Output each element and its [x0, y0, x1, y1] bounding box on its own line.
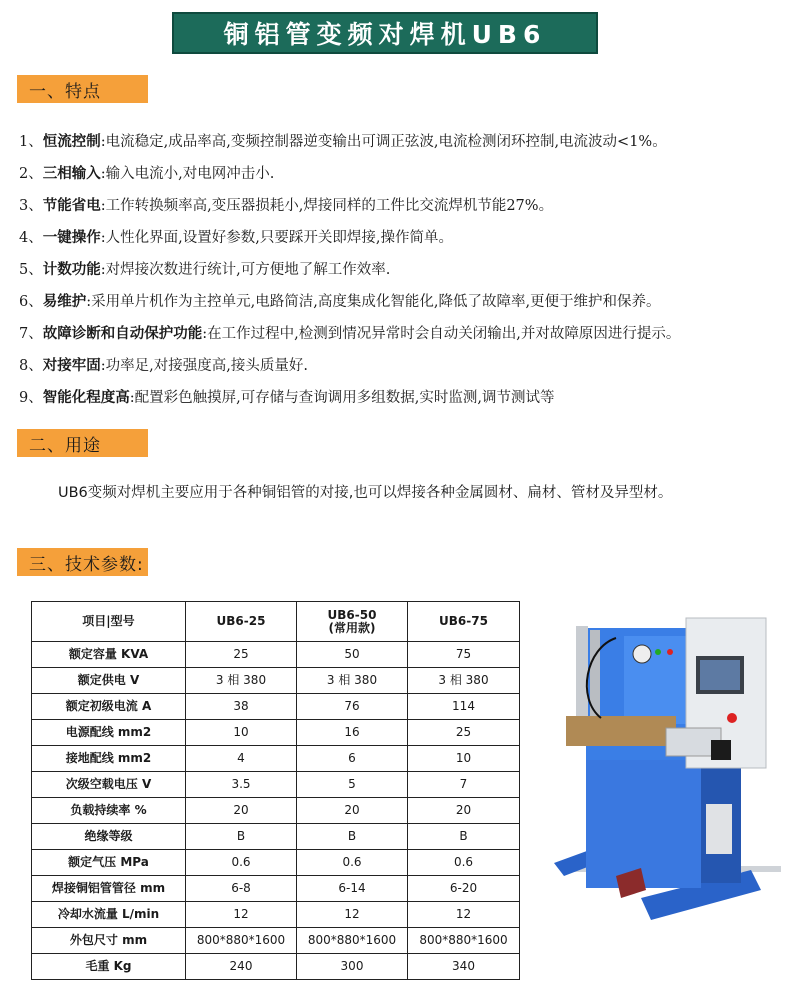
param-value-cell: 6-8	[186, 876, 297, 902]
param-value-cell: 800*880*1600	[408, 928, 520, 954]
air-regulator	[706, 804, 732, 854]
feature-key: 节能省电	[42, 198, 101, 214]
table-row	[32, 694, 520, 720]
param-value-cell: 240	[186, 954, 297, 980]
section-heading-specs: 三、技术参数:	[17, 548, 148, 576]
header-cell	[297, 602, 408, 642]
param-name-cell: 冷却水流量 L/min	[32, 902, 186, 928]
param-name-cell: 负载持续率 %	[32, 798, 186, 824]
param-value-cell: 0.6	[297, 850, 408, 876]
spec-table	[31, 601, 520, 980]
feature-key: 计数功能	[42, 262, 101, 278]
param-value-cell: 75	[408, 642, 520, 668]
header-cell: UB6-75	[408, 602, 520, 642]
param-value-cell: 0.6	[186, 850, 297, 876]
section-heading-features: 一、特点	[17, 75, 148, 103]
feature-item	[19, 158, 789, 190]
features-list	[19, 126, 789, 414]
param-value-cell: 3 相 380	[297, 668, 408, 694]
param-name-cell: 额定气压 MPa	[32, 850, 186, 876]
feature-number: 6、	[19, 294, 43, 310]
param-value-cell: 38	[186, 694, 297, 720]
param-value-cell: 300	[297, 954, 408, 980]
param-value-cell: 16	[297, 720, 408, 746]
param-name-cell: 电源配线 mm2	[32, 720, 186, 746]
table-row	[32, 720, 520, 746]
param-value-cell: 20	[297, 798, 408, 824]
param-name-cell: 额定容量 KVA	[32, 642, 186, 668]
param-value-cell: 6	[297, 746, 408, 772]
feature-number: 9、	[19, 390, 43, 406]
table-row	[32, 746, 520, 772]
feature-text: :采用单片机作为主控单元,电路简洁,高度集成化智能化,降低了故障率,更便于维护和保养。	[86, 294, 661, 310]
param-value-cell: 12	[297, 902, 408, 928]
param-value-cell: 340	[408, 954, 520, 980]
feature-text: :工作转换频率高,变压器损耗小,焊接同样的工件比交流焊机节能27%。	[100, 198, 554, 214]
feature-text: :对焊接次数进行统计,可方便地了解工作效率.	[100, 262, 391, 278]
param-value-cell: 50	[297, 642, 408, 668]
param-value-cell: 10	[186, 720, 297, 746]
emergency-stop	[727, 713, 737, 723]
table-row	[32, 850, 520, 876]
table-row	[32, 798, 520, 824]
param-value-cell: 800*880*1600	[297, 928, 408, 954]
param-value-cell: 10	[408, 746, 520, 772]
param-name-cell: 次级空载电压 V	[32, 772, 186, 798]
param-value-cell: 12	[408, 902, 520, 928]
feature-key: 恒流控制	[42, 134, 101, 150]
table-row	[32, 642, 520, 668]
feature-number: 4、	[19, 230, 43, 246]
section-heading-usage: 二、用途	[17, 429, 148, 457]
feature-text: :人性化界面,设置好参数,只要踩开关即焊接,操作简单。	[100, 230, 453, 246]
feature-item	[19, 350, 789, 382]
param-value-cell: 20	[186, 798, 297, 824]
page-title: 铜铝管变频对焊机UB6	[172, 12, 598, 54]
param-value-cell: 0.6	[408, 850, 520, 876]
feature-key: 一键操作	[42, 230, 101, 246]
table-row	[32, 772, 520, 798]
param-value-cell: 7	[408, 772, 520, 798]
feature-text: :配置彩色触摸屏,可存储与查询调用多组数据,实时监测,调节测试等	[129, 390, 555, 406]
param-name-cell: 额定供电 V	[32, 668, 186, 694]
param-value-cell: 5	[297, 772, 408, 798]
feature-item	[19, 382, 789, 414]
param-name-cell: 毛重 Kg	[32, 954, 186, 980]
welding-machine-image	[546, 608, 794, 936]
feature-number: 2、	[19, 166, 43, 182]
param-value-cell: B	[186, 824, 297, 850]
param-value-cell: 3.5	[186, 772, 297, 798]
param-value-cell: 25	[186, 642, 297, 668]
machine-body	[586, 758, 701, 888]
table-row	[32, 902, 520, 928]
header-cell: 项目|型号	[32, 602, 186, 642]
table-row	[32, 876, 520, 902]
header-cell: UB6-25	[186, 602, 297, 642]
param-value-cell: 6-20	[408, 876, 520, 902]
feature-item	[19, 126, 789, 158]
param-value-cell: 3 相 380	[186, 668, 297, 694]
feature-text: :在工作过程中,检测到情况异常时会自动关闭输出,并对故障原因进行提示。	[202, 326, 681, 342]
feature-number: 3、	[19, 198, 43, 214]
feature-key: 智能化程度高	[42, 390, 130, 406]
param-value-cell: 3 相 380	[408, 668, 520, 694]
feature-item	[19, 318, 789, 350]
usage-text: UB6变频对焊机主要应用于各种铜铝管的对接,也可以焊接各种金属圆材、扁材、管材及异型材。	[58, 485, 673, 501]
header-model: UB6-50	[327, 607, 377, 622]
feature-item	[19, 254, 789, 286]
param-value-cell: 4	[186, 746, 297, 772]
param-value-cell: 114	[408, 694, 520, 720]
feature-key: 故障诊断和自动保护功能	[42, 326, 203, 342]
feature-key: 对接牢固	[42, 358, 101, 374]
feature-key: 易维护	[42, 294, 87, 310]
header-note: (常用款)	[328, 620, 376, 635]
feature-item	[19, 222, 789, 254]
feature-number: 8、	[19, 358, 43, 374]
clamp-electrode	[566, 716, 676, 746]
param-value-cell: 25	[408, 720, 520, 746]
param-name-cell: 绝缘等级	[32, 824, 186, 850]
feature-text: :电流稳定,成品率高,变频控制器逆变输出可调正弦波,电流检测闭环控制,电流波动<1%。	[100, 134, 667, 150]
param-name-cell: 额定初级电流 A	[32, 694, 186, 720]
param-value-cell: 12	[186, 902, 297, 928]
feature-number: 1、	[19, 134, 43, 150]
table-header-row	[32, 602, 520, 642]
table-row	[32, 928, 520, 954]
param-name-cell: 焊接铜铝管管径 mm	[32, 876, 186, 902]
param-value-cell: 20	[408, 798, 520, 824]
feature-item	[19, 286, 789, 318]
param-value-cell: B	[408, 824, 520, 850]
param-name-cell: 外包尺寸 mm	[32, 928, 186, 954]
feature-text: :功率足,对接强度高,接头质量好.	[100, 358, 308, 374]
table-row	[32, 824, 520, 850]
feature-number: 7、	[19, 326, 43, 342]
table-row	[32, 954, 520, 980]
param-name-cell: 接地配线 mm2	[32, 746, 186, 772]
cylinder	[576, 626, 588, 726]
param-value-cell: B	[297, 824, 408, 850]
feature-text: :输入电流小,对电网冲击小.	[100, 166, 275, 182]
param-value-cell: 6-14	[297, 876, 408, 902]
feature-number: 5、	[19, 262, 43, 278]
control-panel	[624, 636, 686, 724]
feature-item	[19, 190, 789, 222]
table-row	[32, 668, 520, 694]
feature-key: 三相输入	[42, 166, 101, 182]
param-value-cell: 800*880*1600	[186, 928, 297, 954]
param-value-cell: 76	[297, 694, 408, 720]
